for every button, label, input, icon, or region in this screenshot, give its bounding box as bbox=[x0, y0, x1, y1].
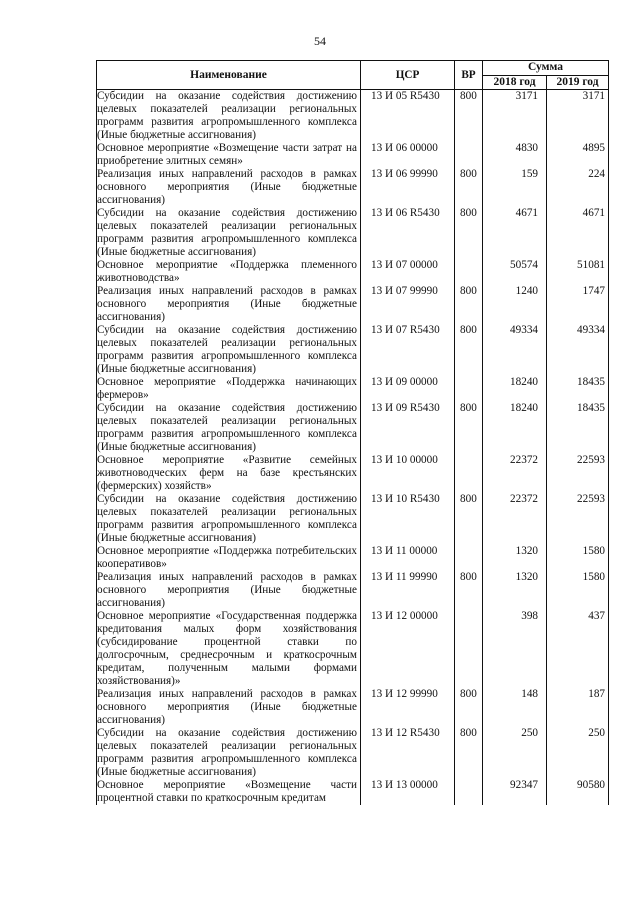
row-sum-2019: 51081 bbox=[547, 259, 609, 285]
row-csr: 13 И 11 00000 bbox=[361, 545, 455, 571]
table-row bbox=[97, 142, 609, 168]
row-name: Основное мероприятие «Возмещение части затрат на приобретение элитных семян» bbox=[97, 142, 361, 168]
header-vr: ВР bbox=[455, 61, 483, 90]
row-name: Основное мероприятие «Государственная поддержка кредитования малых форм хозяйствования (субсидирование процентной ставки по долгосрочным, среднесрочным и краткосрочным кредитам, полученным малыми формами хозяйствования)» bbox=[97, 610, 361, 688]
row-name: Субсидии на оказание содействия достижению целевых показателей реализации региональных программ развития агропромышленного комплекса (Иные бюджетные ассигнования) bbox=[97, 207, 361, 259]
row-name: Субсидии на оказание содействия достижению целевых показателей реализации региональных программ развития агропромышленного комплекса (Иные бюджетные ассигнования) bbox=[97, 402, 361, 454]
row-sum-2018: 1320 bbox=[483, 571, 547, 610]
row-csr: 13 И 12 99990 bbox=[361, 688, 455, 727]
header-year-2019: 2019 год bbox=[547, 75, 609, 90]
table-row bbox=[97, 545, 609, 571]
row-sum-2018: 92347 bbox=[483, 779, 547, 805]
row-sum-2018: 18240 bbox=[483, 402, 547, 454]
row-sum-2018: 4671 bbox=[483, 207, 547, 259]
table-row bbox=[97, 571, 609, 610]
table-row bbox=[97, 493, 609, 545]
row-sum-2019: 90580 bbox=[547, 779, 609, 805]
row-name: Реализация иных направлений расходов в рамках основного мероприятия (Иные бюджетные ассигнования) bbox=[97, 571, 361, 610]
row-sum-2018: 250 bbox=[483, 727, 547, 779]
table-header bbox=[97, 61, 609, 90]
page-number: 54 bbox=[314, 34, 326, 48]
row-sum-2019: 1747 bbox=[547, 285, 609, 324]
row-vr bbox=[455, 779, 483, 805]
row-vr: 800 bbox=[455, 493, 483, 545]
row-sum-2019: 22593 bbox=[547, 454, 609, 493]
row-vr bbox=[455, 259, 483, 285]
row-csr: 13 И 07 R5430 bbox=[361, 324, 455, 376]
row-csr: 13 И 06 99990 bbox=[361, 168, 455, 207]
row-name: Субсидии на оказание содействия достижению целевых показателей реализации региональных программ развития агропромышленного комплекса (Иные бюджетные ассигнования) bbox=[97, 324, 361, 376]
row-name: Реализация иных направлений расходов в рамках основного мероприятия (Иные бюджетные ассигнования) bbox=[97, 168, 361, 207]
row-csr: 13 И 10 R5430 bbox=[361, 493, 455, 545]
row-sum-2018: 1240 bbox=[483, 285, 547, 324]
row-vr bbox=[455, 610, 483, 688]
row-csr: 13 И 09 00000 bbox=[361, 376, 455, 402]
row-name: Субсидии на оказание содействия достижению целевых показателей реализации региональных программ развития агропромышленного комплекса (Иные бюджетные ассигнования) bbox=[97, 727, 361, 779]
row-sum-2018: 50574 bbox=[483, 259, 547, 285]
row-csr: 13 И 11 99990 bbox=[361, 571, 455, 610]
row-vr: 800 bbox=[455, 90, 483, 143]
row-name: Основное мероприятие «Возмещение части процентной ставки по краткосрочным кредитам bbox=[97, 779, 361, 805]
row-sum-2019: 224 bbox=[547, 168, 609, 207]
row-vr bbox=[455, 142, 483, 168]
row-sum-2019: 4895 bbox=[547, 142, 609, 168]
table-row bbox=[97, 376, 609, 402]
table-row bbox=[97, 285, 609, 324]
row-vr: 800 bbox=[455, 285, 483, 324]
row-sum-2018: 49334 bbox=[483, 324, 547, 376]
row-vr: 800 bbox=[455, 688, 483, 727]
row-sum-2018: 4830 bbox=[483, 142, 547, 168]
row-vr bbox=[455, 376, 483, 402]
row-sum-2019: 22593 bbox=[547, 493, 609, 545]
row-csr: 13 И 12 00000 bbox=[361, 610, 455, 688]
row-sum-2019: 187 bbox=[547, 688, 609, 727]
row-sum-2019: 437 bbox=[547, 610, 609, 688]
row-sum-2018: 3171 bbox=[483, 90, 547, 143]
row-sum-2019: 18435 bbox=[547, 376, 609, 402]
row-sum-2019: 49334 bbox=[547, 324, 609, 376]
row-sum-2019: 1580 bbox=[547, 545, 609, 571]
row-csr: 13 И 06 00000 bbox=[361, 142, 455, 168]
row-csr: 13 И 12 R5430 bbox=[361, 727, 455, 779]
table-row bbox=[97, 402, 609, 454]
table-body bbox=[97, 90, 609, 806]
header-sum: Сумма bbox=[483, 61, 609, 76]
row-sum-2019: 1580 bbox=[547, 571, 609, 610]
row-sum-2019: 250 bbox=[547, 727, 609, 779]
table-row bbox=[97, 454, 609, 493]
row-csr: 13 И 06 R5430 bbox=[361, 207, 455, 259]
table-row bbox=[97, 727, 609, 779]
row-sum-2018: 22372 bbox=[483, 493, 547, 545]
table-row bbox=[97, 90, 609, 143]
row-sum-2019: 4671 bbox=[547, 207, 609, 259]
row-name: Реализация иных направлений расходов в рамках основного мероприятия (Иные бюджетные ассигнования) bbox=[97, 285, 361, 324]
row-vr bbox=[455, 545, 483, 571]
row-csr: 13 И 05 R5430 bbox=[361, 90, 455, 143]
header-year-2018: 2018 год bbox=[483, 75, 547, 90]
table-row bbox=[97, 168, 609, 207]
row-csr: 13 И 07 00000 bbox=[361, 259, 455, 285]
row-name: Основное мероприятие «Поддержка начинающих фермеров» bbox=[97, 376, 361, 402]
row-vr: 800 bbox=[455, 324, 483, 376]
row-csr: 13 И 10 00000 bbox=[361, 454, 455, 493]
row-sum-2019: 3171 bbox=[547, 90, 609, 143]
row-sum-2018: 22372 bbox=[483, 454, 547, 493]
row-csr: 13 И 07 99990 bbox=[361, 285, 455, 324]
row-name: Реализация иных направлений расходов в рамках основного мероприятия (Иные бюджетные ассигнования) bbox=[97, 688, 361, 727]
row-csr: 13 И 09 R5430 bbox=[361, 402, 455, 454]
table-row bbox=[97, 259, 609, 285]
table-row bbox=[97, 779, 609, 805]
budget-table bbox=[96, 60, 609, 805]
row-vr: 800 bbox=[455, 727, 483, 779]
row-sum-2018: 1320 bbox=[483, 545, 547, 571]
row-vr: 800 bbox=[455, 571, 483, 610]
row-sum-2019: 18435 bbox=[547, 402, 609, 454]
row-name: Основное мероприятие «Поддержка племенного животноводства» bbox=[97, 259, 361, 285]
row-name: Основное мероприятие «Поддержка потребительских кооперативов» bbox=[97, 545, 361, 571]
row-sum-2018: 398 bbox=[483, 610, 547, 688]
row-csr: 13 И 13 00000 bbox=[361, 779, 455, 805]
table-row bbox=[97, 207, 609, 259]
header-csr: ЦСР bbox=[361, 61, 455, 90]
row-name: Субсидии на оказание содействия достижению целевых показателей реализации региональных программ развития агропромышленного комплекса (Иные бюджетные ассигнования) bbox=[97, 90, 361, 143]
row-vr: 800 bbox=[455, 402, 483, 454]
row-sum-2018: 18240 bbox=[483, 376, 547, 402]
row-vr bbox=[455, 454, 483, 493]
header-name: Наименование bbox=[97, 61, 361, 90]
row-name: Субсидии на оказание содействия достижению целевых показателей реализации региональных программ развития агропромышленного комплекса (Иные бюджетные ассигнования) bbox=[97, 493, 361, 545]
row-vr: 800 bbox=[455, 168, 483, 207]
table-row bbox=[97, 610, 609, 688]
row-sum-2018: 159 bbox=[483, 168, 547, 207]
table-row bbox=[97, 324, 609, 376]
row-name: Основное мероприятие «Развитие семейных животноводческих ферм на базе крестьянских (фермерских) хозяйств» bbox=[97, 454, 361, 493]
table-row bbox=[97, 688, 609, 727]
row-sum-2018: 148 bbox=[483, 688, 547, 727]
row-vr: 800 bbox=[455, 207, 483, 259]
